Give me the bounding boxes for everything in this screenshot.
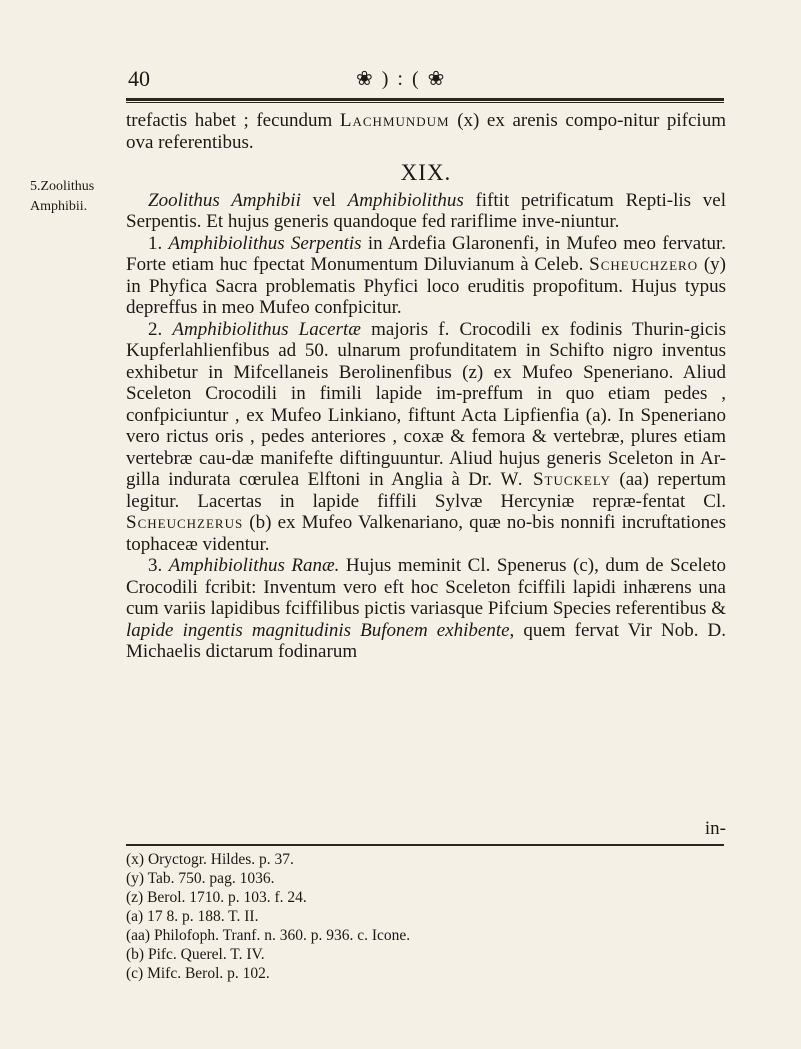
paragraph-3 (126, 555, 726, 663)
footnote: (aa) Philofoph. Tranf. n. 360. p. 936. c. Icone. (126, 927, 411, 944)
header-ornament: ❀ ) : ( ❀ (356, 68, 447, 90)
para2-text-b: (aa) repertum legitur. Lacertas in lapide fiffili Sylvæ Hercyniæ repræ-fentat Cl. (126, 469, 726, 512)
para1-author: Scheuchzero (589, 254, 699, 275)
para2-text-a: majoris f. Crocodili ex fodinis Thurin-gicis Kupferlahlienfibus ad 50. ulnarum profunditatem in Schifto nigro inventus exhibetur in Mifcellaneis Berolinenfibus (z) ex Mufeo Speneriano. Aliud Sceleton Crocodili in fimili lapide im-preffum in quo etiam pedes , confpiciuntur , ex Mufeo Linkiano, fiftunt Acta Lipfienfia (a). In Speneriano vero rictus oris , pedes anteriores , coxæ & femora & vertebræ, plures etiam vertebræ cau-dæ manifefte diftinguuntur. Aliud hujus generis Sceleton in Ar-gilla indurata cœrulea Elftoni in Anglia à Dr. (126, 318, 726, 490)
footnote: (x) Oryctogr. Hildes. p. 37. (126, 851, 294, 868)
paragraph-2 (126, 319, 726, 556)
para3-number: 3. (148, 555, 169, 576)
footnote: (b) Pifc. Querel. T. IV. (126, 946, 265, 963)
footnote: (a) 17 8. p. 188. T. II. (126, 908, 259, 925)
paragraph-1 (126, 233, 726, 319)
para3-text-a: Hujus meminit Cl. Spenerus (c), dum de Sceleto Crocodili fcribit: Inventum vero eft hoc Sceleton fciffili lapidi inhærens una cum variis lapidibus fciffilibus pictis variasque Pifcium Species referentibus & (126, 555, 726, 619)
para2-author: W. Stuckely (500, 469, 611, 490)
margin-note-line2: Amphibii. (30, 199, 88, 214)
intro-text-b: (x) ex arenis compo-nitur pifcium ova referentibus. (126, 110, 726, 153)
main-rest: fiftit petrificatum Repti-lis vel Serpentis. Et hujus generis quandoque fed rariflime inve-niuntur. (126, 189, 726, 232)
para2-text-c: (b) ex Mufeo Valkenariano, quæ no-bis nonnifi incruftationes tophaceæ videntur. (126, 512, 726, 555)
page-number: 40 (128, 66, 150, 91)
catchword: in- (704, 818, 726, 839)
body-text (126, 110, 726, 663)
para1-text-b: (y) in Phyfica Sacra problematis Phyfici loco eruditis propofitum. Hujus typus depreffus in meo Mufeo confpicitur. (126, 254, 726, 318)
term-amphibiolithus: Amphibiolithus (347, 189, 464, 211)
footnote: (y) Tab. 750. pag. 1036. (126, 870, 275, 887)
intro-text-a: trefactis habet ; fecundum (126, 110, 340, 131)
para1-text-a: in Ardefia Glaronenfi, in Mufeo meo fervatur. Forte etiam huc fpectat Monumentum Diluvianum à Celeb. (126, 232, 727, 275)
para2-title: Amphibiolithus Lacertæ (172, 318, 361, 340)
footnotes (126, 850, 726, 983)
margin-note-line1: 5.Zoolithus (30, 179, 95, 194)
para3-italic-phrase: lapide ingentis magnitudinis Bufonem exhibente (126, 619, 510, 641)
section-heading: XIX. (400, 160, 452, 185)
term-zoolithus: Zoolithus Amphibii (148, 189, 301, 211)
footnote-rule (126, 844, 724, 846)
page-header (126, 66, 726, 96)
para2-number: 2. (148, 318, 173, 340)
para3-text-b: , quem fervat Vir Nob. D. Michaelis dictarum fodinarum (126, 619, 727, 662)
main-mid: vel (300, 189, 348, 211)
intro-paragraph (126, 110, 726, 153)
intro-author-name: Lachmundum (339, 110, 450, 131)
footnote: (c) Mifc. Berol. p. 102. (126, 965, 270, 982)
main-paragraph (126, 190, 726, 233)
para2-author2: Scheuchzerus (126, 512, 244, 533)
para3-title: Amphibiolithus Ranæ. (168, 555, 340, 576)
para1-title: Amphibiolithus Serpentis (168, 232, 362, 254)
footnote: (z) Berol. 1710. p. 103. f. 24. (126, 889, 307, 906)
margin-note (30, 177, 122, 217)
para1-number: 1. (148, 232, 169, 254)
header-rule-thin (126, 102, 724, 103)
header-rule (126, 98, 724, 101)
